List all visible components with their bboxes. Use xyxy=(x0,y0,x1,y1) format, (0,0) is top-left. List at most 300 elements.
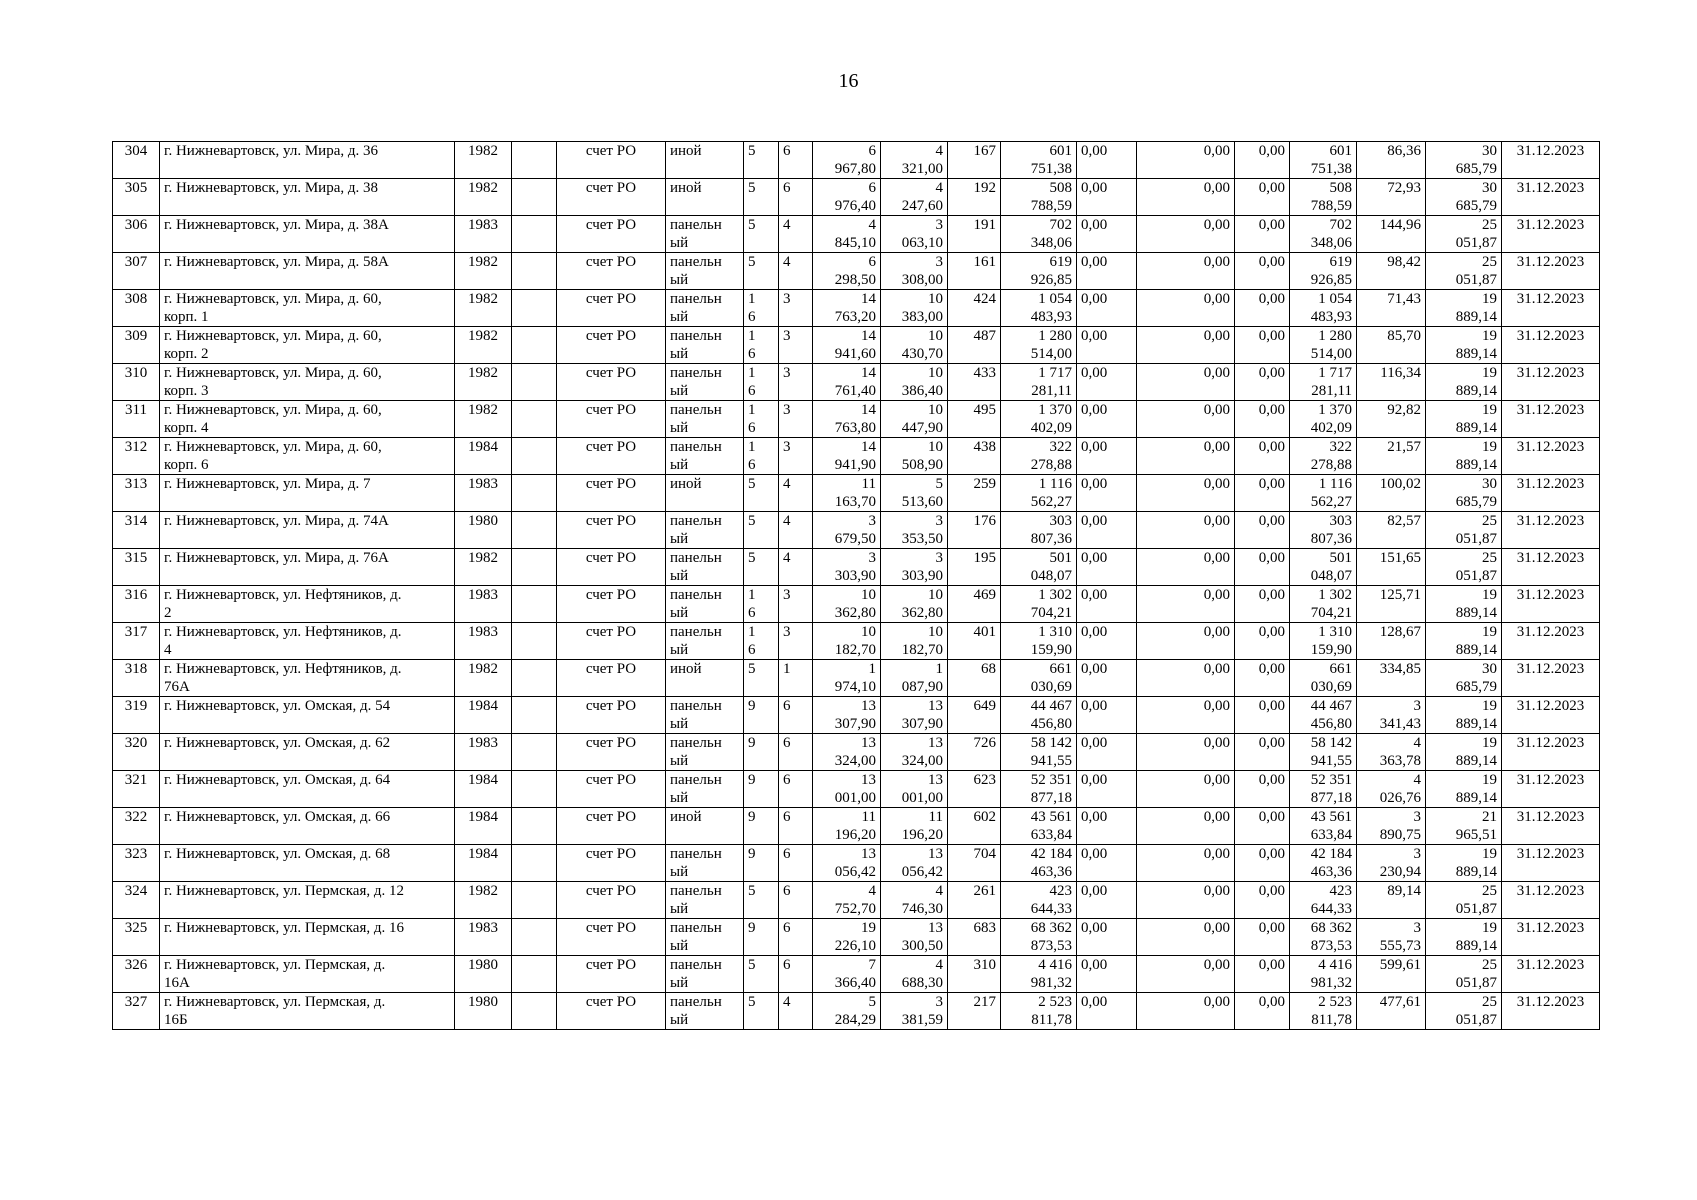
cell-address: г. Нижневартовск, ул. Нефтяников, д. 2 xyxy=(160,586,455,623)
cell-unit-cost: 3 230,94 xyxy=(1357,845,1426,882)
cell-cost-municipal: 0,00 xyxy=(1235,660,1290,697)
cell-cost-owners: 303 807,36 xyxy=(1290,512,1357,549)
cell-row-number: 325 xyxy=(113,919,160,956)
cell-floors: 9 xyxy=(744,697,779,734)
cell-total-cost: 322 278,88 xyxy=(1001,438,1077,475)
cell-residents: 192 xyxy=(948,179,1001,216)
cell-residents: 261 xyxy=(948,882,1001,919)
cell-year: 1982 xyxy=(455,327,512,364)
cell-total-area: 10 362,80 xyxy=(813,586,881,623)
cell-row-number: 320 xyxy=(113,734,160,771)
cell-floors: 5 xyxy=(744,142,779,179)
cell-living-area: 10 430,70 xyxy=(881,327,948,364)
cell-wall-material: панельн ый xyxy=(666,290,744,327)
cell-account-type: счет РО xyxy=(557,660,666,697)
cell-floors: 5 xyxy=(744,660,779,697)
cell-entrances: 6 xyxy=(779,771,813,808)
cell-cost-owners: 2 523 811,78 xyxy=(1290,993,1357,1030)
cell-total-cost: 501 048,07 xyxy=(1001,549,1077,586)
cell-total-area: 6 976,40 xyxy=(813,179,881,216)
cell-cost-municipal: 0,00 xyxy=(1235,253,1290,290)
cell-total-area: 13 324,00 xyxy=(813,734,881,771)
cell-row-number: 313 xyxy=(113,475,160,512)
cell-cost-owners: 501 048,07 xyxy=(1290,549,1357,586)
cell-max-unit-cost: 19 889,14 xyxy=(1426,771,1502,808)
cell-total-area: 6 298,50 xyxy=(813,253,881,290)
cell-account-type: счет РО xyxy=(557,771,666,808)
cell-year: 1982 xyxy=(455,401,512,438)
cell-max-unit-cost: 19 889,14 xyxy=(1426,327,1502,364)
cell-unit-cost: 100,02 xyxy=(1357,475,1426,512)
cell-cost-owners: 43 561 633,84 xyxy=(1290,808,1357,845)
cell-blank xyxy=(512,327,557,364)
cell-year: 1982 xyxy=(455,179,512,216)
cell-floors: 1 6 xyxy=(744,364,779,401)
cell-address: г. Нижневартовск, ул. Омская, д. 64 xyxy=(160,771,455,808)
cell-entrances: 6 xyxy=(779,808,813,845)
cell-total-cost: 1 302 704,21 xyxy=(1001,586,1077,623)
cell-max-unit-cost: 21 965,51 xyxy=(1426,808,1502,845)
cell-address: г. Нижневартовск, ул. Мира, д. 60, корп. 6 xyxy=(160,438,455,475)
cell-row-number: 309 xyxy=(113,327,160,364)
cell-row-number: 304 xyxy=(113,142,160,179)
cell-total-cost: 661 030,69 xyxy=(1001,660,1077,697)
cell-row-number: 306 xyxy=(113,216,160,253)
cell-living-area: 13 307,90 xyxy=(881,697,948,734)
cell-cost-regional: 0,00 xyxy=(1137,734,1235,771)
cell-row-number: 316 xyxy=(113,586,160,623)
cell-account-type: счет РО xyxy=(557,142,666,179)
cell-residents: 602 xyxy=(948,808,1001,845)
cell-floors: 1 6 xyxy=(744,290,779,327)
cell-wall-material: иной xyxy=(666,142,744,179)
cell-cost-regional: 0,00 xyxy=(1137,882,1235,919)
cell-row-number: 311 xyxy=(113,401,160,438)
cell-unit-cost: 4 026,76 xyxy=(1357,771,1426,808)
cell-year: 1983 xyxy=(455,216,512,253)
cell-cost-owners: 661 030,69 xyxy=(1290,660,1357,697)
table-row xyxy=(113,660,1600,697)
cell-cost-federal: 0,00 xyxy=(1077,327,1137,364)
cell-cost-municipal: 0,00 xyxy=(1235,808,1290,845)
cell-residents: 649 xyxy=(948,697,1001,734)
cell-cost-municipal: 0,00 xyxy=(1235,475,1290,512)
cell-cost-regional: 0,00 xyxy=(1137,512,1235,549)
cell-blank xyxy=(512,808,557,845)
cell-cost-owners: 702 348,06 xyxy=(1290,216,1357,253)
cell-cost-regional: 0,00 xyxy=(1137,697,1235,734)
cell-address: г. Нижневартовск, ул. Мира, д. 76А xyxy=(160,549,455,586)
cell-account-type: счет РО xyxy=(557,216,666,253)
table-row xyxy=(113,549,1600,586)
cell-max-unit-cost: 25 051,87 xyxy=(1426,956,1502,993)
cell-deadline: 31.12.2023 xyxy=(1502,327,1600,364)
table-row xyxy=(113,364,1600,401)
cell-address: г. Нижневартовск, ул. Мира, д. 38 xyxy=(160,179,455,216)
cell-address: г. Нижневартовск, ул. Мира, д. 36 xyxy=(160,142,455,179)
cell-row-number: 327 xyxy=(113,993,160,1030)
cell-total-cost: 1 116 562,27 xyxy=(1001,475,1077,512)
cell-blank xyxy=(512,401,557,438)
cell-cost-federal: 0,00 xyxy=(1077,475,1137,512)
cell-floors: 5 xyxy=(744,253,779,290)
cell-cost-regional: 0,00 xyxy=(1137,364,1235,401)
cell-row-number: 317 xyxy=(113,623,160,660)
table-row xyxy=(113,475,1600,512)
cell-cost-municipal: 0,00 xyxy=(1235,364,1290,401)
cell-max-unit-cost: 19 889,14 xyxy=(1426,438,1502,475)
cell-cost-regional: 0,00 xyxy=(1137,919,1235,956)
cell-cost-regional: 0,00 xyxy=(1137,401,1235,438)
cell-wall-material: панельн ый xyxy=(666,401,744,438)
cell-residents: 310 xyxy=(948,956,1001,993)
cell-living-area: 10 447,90 xyxy=(881,401,948,438)
cell-residents: 424 xyxy=(948,290,1001,327)
cell-cost-federal: 0,00 xyxy=(1077,438,1137,475)
cell-wall-material: иной xyxy=(666,475,744,512)
cell-residents: 469 xyxy=(948,586,1001,623)
cell-wall-material: иной xyxy=(666,660,744,697)
cell-blank xyxy=(512,290,557,327)
cell-row-number: 310 xyxy=(113,364,160,401)
cell-entrances: 1 xyxy=(779,660,813,697)
cell-residents: 217 xyxy=(948,993,1001,1030)
cell-account-type: счет РО xyxy=(557,623,666,660)
cell-cost-regional: 0,00 xyxy=(1137,623,1235,660)
cell-account-type: счет РО xyxy=(557,549,666,586)
cell-address: г. Нижневартовск, ул. Омская, д. 66 xyxy=(160,808,455,845)
cell-cost-municipal: 0,00 xyxy=(1235,771,1290,808)
cell-year: 1983 xyxy=(455,475,512,512)
cell-cost-federal: 0,00 xyxy=(1077,401,1137,438)
cell-wall-material: панельн ый xyxy=(666,734,744,771)
cell-cost-owners: 601 751,38 xyxy=(1290,142,1357,179)
cell-total-cost: 1 310 159,90 xyxy=(1001,623,1077,660)
cell-max-unit-cost: 30 685,79 xyxy=(1426,660,1502,697)
cell-wall-material: панельн ый xyxy=(666,253,744,290)
cell-cost-federal: 0,00 xyxy=(1077,586,1137,623)
cell-unit-cost: 151,65 xyxy=(1357,549,1426,586)
cell-row-number: 315 xyxy=(113,549,160,586)
cell-cost-regional: 0,00 xyxy=(1137,993,1235,1030)
cell-max-unit-cost: 19 889,14 xyxy=(1426,919,1502,956)
cell-deadline: 31.12.2023 xyxy=(1502,623,1600,660)
cell-address: г. Нижневартовск, ул. Мира, д. 38А xyxy=(160,216,455,253)
cell-total-area: 10 182,70 xyxy=(813,623,881,660)
cell-entrances: 4 xyxy=(779,993,813,1030)
cell-living-area: 4 247,60 xyxy=(881,179,948,216)
cell-row-number: 305 xyxy=(113,179,160,216)
cell-address: г. Нижневартовск, ул. Мира, д. 60, корп. 1 xyxy=(160,290,455,327)
cell-max-unit-cost: 19 889,14 xyxy=(1426,364,1502,401)
cell-deadline: 31.12.2023 xyxy=(1502,808,1600,845)
cell-max-unit-cost: 19 889,14 xyxy=(1426,401,1502,438)
cell-deadline: 31.12.2023 xyxy=(1502,771,1600,808)
cell-unit-cost: 477,61 xyxy=(1357,993,1426,1030)
cell-residents: 191 xyxy=(948,216,1001,253)
cell-entrances: 6 xyxy=(779,919,813,956)
cell-blank xyxy=(512,697,557,734)
cell-total-area: 14 763,20 xyxy=(813,290,881,327)
cell-cost-municipal: 0,00 xyxy=(1235,845,1290,882)
cell-unit-cost: 144,96 xyxy=(1357,216,1426,253)
cell-address: г. Нижневартовск, ул. Пермская, д. 16Б xyxy=(160,993,455,1030)
cell-blank xyxy=(512,882,557,919)
cell-residents: 401 xyxy=(948,623,1001,660)
table-row xyxy=(113,438,1600,475)
cell-address: г. Нижневартовск, ул. Пермская, д. 16А xyxy=(160,956,455,993)
cell-cost-municipal: 0,00 xyxy=(1235,623,1290,660)
cell-deadline: 31.12.2023 xyxy=(1502,401,1600,438)
cell-cost-municipal: 0,00 xyxy=(1235,956,1290,993)
cell-unit-cost: 125,71 xyxy=(1357,586,1426,623)
cell-living-area: 11 196,20 xyxy=(881,808,948,845)
cell-blank xyxy=(512,179,557,216)
cell-deadline: 31.12.2023 xyxy=(1502,512,1600,549)
table-row xyxy=(113,179,1600,216)
cell-cost-municipal: 0,00 xyxy=(1235,549,1290,586)
cell-wall-material: панельн ый xyxy=(666,327,744,364)
cell-entrances: 3 xyxy=(779,290,813,327)
cell-unit-cost: 334,85 xyxy=(1357,660,1426,697)
cell-account-type: счет РО xyxy=(557,290,666,327)
cell-residents: 176 xyxy=(948,512,1001,549)
cell-unit-cost: 599,61 xyxy=(1357,956,1426,993)
cell-total-area: 5 284,29 xyxy=(813,993,881,1030)
cell-residents: 438 xyxy=(948,438,1001,475)
cell-total-area: 3 679,50 xyxy=(813,512,881,549)
cell-account-type: счет РО xyxy=(557,179,666,216)
cell-floors: 5 xyxy=(744,549,779,586)
cell-deadline: 31.12.2023 xyxy=(1502,216,1600,253)
cell-deadline: 31.12.2023 xyxy=(1502,364,1600,401)
cell-cost-federal: 0,00 xyxy=(1077,364,1137,401)
cell-cost-owners: 508 788,59 xyxy=(1290,179,1357,216)
cell-year: 1982 xyxy=(455,290,512,327)
cell-wall-material: панельн ый xyxy=(666,956,744,993)
cell-wall-material: иной xyxy=(666,179,744,216)
cell-cost-municipal: 0,00 xyxy=(1235,290,1290,327)
cell-wall-material: панельн ый xyxy=(666,512,744,549)
cell-living-area: 13 001,00 xyxy=(881,771,948,808)
cell-total-area: 4 845,10 xyxy=(813,216,881,253)
cell-deadline: 31.12.2023 xyxy=(1502,956,1600,993)
cell-cost-federal: 0,00 xyxy=(1077,660,1137,697)
cell-blank xyxy=(512,216,557,253)
cell-living-area: 13 324,00 xyxy=(881,734,948,771)
cell-wall-material: панельн ый xyxy=(666,364,744,401)
cell-cost-federal: 0,00 xyxy=(1077,549,1137,586)
cell-cost-owners: 619 926,85 xyxy=(1290,253,1357,290)
cell-residents: 726 xyxy=(948,734,1001,771)
cell-account-type: счет РО xyxy=(557,475,666,512)
cell-total-cost: 58 142 941,55 xyxy=(1001,734,1077,771)
cell-cost-municipal: 0,00 xyxy=(1235,179,1290,216)
cell-entrances: 3 xyxy=(779,586,813,623)
cell-account-type: счет РО xyxy=(557,364,666,401)
cell-floors: 5 xyxy=(744,216,779,253)
cell-year: 1983 xyxy=(455,586,512,623)
cell-living-area: 1 087,90 xyxy=(881,660,948,697)
cell-entrances: 4 xyxy=(779,216,813,253)
cell-floors: 5 xyxy=(744,956,779,993)
cell-floors: 5 xyxy=(744,512,779,549)
cell-blank xyxy=(512,512,557,549)
cell-total-area: 14 761,40 xyxy=(813,364,881,401)
cell-floors: 9 xyxy=(744,771,779,808)
cell-max-unit-cost: 30 685,79 xyxy=(1426,142,1502,179)
cell-blank xyxy=(512,438,557,475)
cell-entrances: 4 xyxy=(779,549,813,586)
cell-unit-cost: 3 555,73 xyxy=(1357,919,1426,956)
cell-address: г. Нижневартовск, ул. Мира, д. 74А xyxy=(160,512,455,549)
cell-cost-federal: 0,00 xyxy=(1077,512,1137,549)
cell-total-area: 6 967,80 xyxy=(813,142,881,179)
cell-entrances: 6 xyxy=(779,179,813,216)
cell-max-unit-cost: 19 889,14 xyxy=(1426,734,1502,771)
cell-unit-cost: 92,82 xyxy=(1357,401,1426,438)
cell-living-area: 4 746,30 xyxy=(881,882,948,919)
cell-entrances: 4 xyxy=(779,475,813,512)
cell-wall-material: панельн ый xyxy=(666,993,744,1030)
cell-wall-material: панельн ый xyxy=(666,623,744,660)
cell-deadline: 31.12.2023 xyxy=(1502,882,1600,919)
cell-cost-owners: 68 362 873,53 xyxy=(1290,919,1357,956)
cell-max-unit-cost: 30 685,79 xyxy=(1426,475,1502,512)
cell-entrances: 3 xyxy=(779,327,813,364)
cell-deadline: 31.12.2023 xyxy=(1502,179,1600,216)
cell-cost-regional: 0,00 xyxy=(1137,216,1235,253)
table-row xyxy=(113,697,1600,734)
cell-floors: 1 6 xyxy=(744,438,779,475)
cell-total-cost: 1 280 514,00 xyxy=(1001,327,1077,364)
cell-cost-owners: 322 278,88 xyxy=(1290,438,1357,475)
cell-wall-material: панельн ый xyxy=(666,882,744,919)
cell-total-cost: 1 717 281,11 xyxy=(1001,364,1077,401)
registry-table xyxy=(112,141,1600,1030)
cell-deadline: 31.12.2023 xyxy=(1502,290,1600,327)
cell-entrances: 3 xyxy=(779,401,813,438)
cell-wall-material: иной xyxy=(666,808,744,845)
cell-wall-material: панельн ый xyxy=(666,845,744,882)
cell-blank xyxy=(512,623,557,660)
cell-residents: 487 xyxy=(948,327,1001,364)
cell-row-number: 314 xyxy=(113,512,160,549)
cell-wall-material: панельн ый xyxy=(666,771,744,808)
cell-floors: 5 xyxy=(744,475,779,512)
cell-cost-municipal: 0,00 xyxy=(1235,438,1290,475)
cell-cost-regional: 0,00 xyxy=(1137,179,1235,216)
cell-cost-owners: 52 351 877,18 xyxy=(1290,771,1357,808)
cell-residents: 167 xyxy=(948,142,1001,179)
cell-unit-cost: 21,57 xyxy=(1357,438,1426,475)
cell-year: 1984 xyxy=(455,845,512,882)
cell-living-area: 13 056,42 xyxy=(881,845,948,882)
table-row xyxy=(113,290,1600,327)
cell-account-type: счет РО xyxy=(557,327,666,364)
cell-residents: 259 xyxy=(948,475,1001,512)
cell-living-area: 10 383,00 xyxy=(881,290,948,327)
table-row xyxy=(113,845,1600,882)
cell-blank xyxy=(512,253,557,290)
cell-cost-municipal: 0,00 xyxy=(1235,512,1290,549)
cell-blank xyxy=(512,660,557,697)
cell-blank xyxy=(512,845,557,882)
cell-cost-municipal: 0,00 xyxy=(1235,586,1290,623)
cell-total-area: 7 366,40 xyxy=(813,956,881,993)
cell-address: г. Нижневартовск, ул. Мира, д. 58А xyxy=(160,253,455,290)
cell-cost-municipal: 0,00 xyxy=(1235,919,1290,956)
cell-account-type: счет РО xyxy=(557,586,666,623)
cell-entrances: 3 xyxy=(779,364,813,401)
cell-cost-regional: 0,00 xyxy=(1137,808,1235,845)
cell-year: 1984 xyxy=(455,808,512,845)
cell-max-unit-cost: 25 051,87 xyxy=(1426,882,1502,919)
cell-year: 1980 xyxy=(455,993,512,1030)
cell-unit-cost: 71,43 xyxy=(1357,290,1426,327)
cell-year: 1983 xyxy=(455,734,512,771)
cell-floors: 5 xyxy=(744,179,779,216)
cell-living-area: 10 508,90 xyxy=(881,438,948,475)
cell-max-unit-cost: 19 889,14 xyxy=(1426,623,1502,660)
cell-total-area: 19 226,10 xyxy=(813,919,881,956)
cell-address: г. Нижневартовск, ул. Омская, д. 54 xyxy=(160,697,455,734)
cell-max-unit-cost: 19 889,14 xyxy=(1426,697,1502,734)
cell-total-cost: 42 184 463,36 xyxy=(1001,845,1077,882)
cell-account-type: счет РО xyxy=(557,919,666,956)
cell-account-type: счет РО xyxy=(557,401,666,438)
cell-cost-owners: 42 184 463,36 xyxy=(1290,845,1357,882)
cell-unit-cost: 4 363,78 xyxy=(1357,734,1426,771)
cell-max-unit-cost: 25 051,87 xyxy=(1426,216,1502,253)
cell-living-area: 10 362,80 xyxy=(881,586,948,623)
cell-unit-cost: 3 341,43 xyxy=(1357,697,1426,734)
cell-cost-federal: 0,00 xyxy=(1077,993,1137,1030)
cell-row-number: 319 xyxy=(113,697,160,734)
cell-cost-municipal: 0,00 xyxy=(1235,697,1290,734)
cell-cost-federal: 0,00 xyxy=(1077,808,1137,845)
cell-floors: 1 6 xyxy=(744,586,779,623)
cell-year: 1982 xyxy=(455,549,512,586)
cell-floors: 9 xyxy=(744,734,779,771)
cell-cost-municipal: 0,00 xyxy=(1235,882,1290,919)
cell-living-area: 4 321,00 xyxy=(881,142,948,179)
table-row xyxy=(113,771,1600,808)
cell-cost-owners: 1 717 281,11 xyxy=(1290,364,1357,401)
cell-entrances: 4 xyxy=(779,512,813,549)
cell-year: 1982 xyxy=(455,253,512,290)
cell-row-number: 326 xyxy=(113,956,160,993)
cell-total-area: 13 001,00 xyxy=(813,771,881,808)
cell-total-cost: 52 351 877,18 xyxy=(1001,771,1077,808)
cell-cost-regional: 0,00 xyxy=(1137,290,1235,327)
cell-max-unit-cost: 25 051,87 xyxy=(1426,253,1502,290)
cell-entrances: 3 xyxy=(779,623,813,660)
table-row xyxy=(113,401,1600,438)
cell-total-cost: 303 807,36 xyxy=(1001,512,1077,549)
cell-cost-owners: 1 370 402,09 xyxy=(1290,401,1357,438)
cell-cost-federal: 0,00 xyxy=(1077,882,1137,919)
cell-entrances: 3 xyxy=(779,438,813,475)
cell-living-area: 10 182,70 xyxy=(881,623,948,660)
cell-residents: 68 xyxy=(948,660,1001,697)
cell-cost-federal: 0,00 xyxy=(1077,179,1137,216)
cell-account-type: счет РО xyxy=(557,956,666,993)
cell-living-area: 5 513,60 xyxy=(881,475,948,512)
cell-cost-municipal: 0,00 xyxy=(1235,142,1290,179)
cell-cost-regional: 0,00 xyxy=(1137,956,1235,993)
cell-cost-regional: 0,00 xyxy=(1137,327,1235,364)
